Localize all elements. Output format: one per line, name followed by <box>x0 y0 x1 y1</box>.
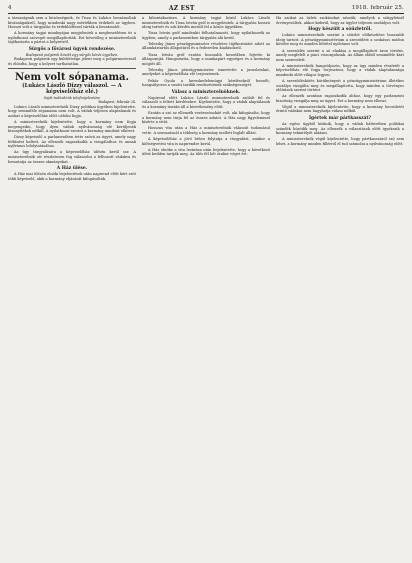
divider <box>8 68 136 69</box>
paragraph: Teleszky János pénzügyminiszter ismertette a javaslatokat, amelyeket a képviselőház elé terjesztenek. <box>142 67 270 77</box>
paragraph: Napirend előtt Lukács László miniszterelnök szólalt fel és válaszolt a feltett kérdésekre. Kijelentette, hogy a vádak alaptalanok és a kormány tisztán áll a közvélemény előtt. <box>142 95 270 109</box>
article-headline: Nem volt sópanama. <box>14 71 129 83</box>
columns <box>8 16 404 557</box>
paragraph: a kibontakozásra. A kormány tagjai közül Lukács László miniszterelnök és Tisza István gróf is megjelentek. A tárgyalás hosszú ideig tartott és sok kérdés merült fel a közös ügyekben. <box>142 16 270 30</box>
paragraph: Tisza István gróf mindenkit felhatalmazott, hogy nyilatkozzék az ügyben, amely a parlamentben tárgyalás alá kerül. <box>142 31 270 40</box>
paragraph: A Ház mai ülésén elnöki bejelentések után napirend előtt kért szót több képviselő, akik a kormány eljárását kifogásolták. <box>8 172 136 181</box>
paragraph: Végül a miniszterelnök kijelentette, hogy a kormány becsületét érintő vádakat nem hagyhatja válasz nélkül. <box>276 104 404 114</box>
paragraph: A szerződéskötés körülményeit a pénzügyminisztérium illetékes osztálya vizsgálta meg és megállapította, hogy minden a törvényes előírások szerint történt. <box>276 78 404 93</box>
issue-date: 1918. február 25. <box>351 5 404 11</box>
paragraph: Az egész ügyből kitűnik, hogy a vádak hátterében politikai szándék húzódik meg. Az ellenzék a választások előtt igyekszik a kormány tekintélyét aláásni. <box>276 122 404 136</box>
paragraph: A miniszterelnök hangsúlyozta, hogy az ügy minden részletét a képviselőház elé fogja terjeszteni, hogy a vádak alaptalansága mindenki előtt világos legyen. <box>276 63 404 77</box>
page-number: 4 <box>8 5 12 11</box>
column-2 <box>142 16 270 557</box>
section-heading: Sürgős a fővárosi ügyek rendezése. <box>28 46 116 52</box>
paragraph: Az ellenzék azonban ragaszkodik ahhoz, hogy egy parlamenti bizottság vizsgálja meg az ügyet. Ezt a kormány nem ellenzi. <box>276 94 404 103</box>
section-heading: Válasz a miniszterelnöknek. <box>171 89 241 95</box>
paragraph: Hosszas vita után a Ház a miniszterelnök válaszát tudomásul vette. A szavazásnál a többség a kormány mellett foglalt állást. <box>142 126 270 135</box>
paragraph: A képviselőház a jövő héten folytatja a tárgyalást, amikor a költségvetési vita is napirendre kerül. <box>142 136 270 146</box>
paragraph: A miniszterelnök végül kijelentette, hogy pártkasszáról szó sem lehet, a kormány minden fillérről el tud számolni a nyilvánosság előtt. <box>276 137 404 146</box>
column-1 <box>8 16 136 557</box>
paragraph: Ezután a szó az ellenzék vezérszónokáé volt, aki kifogásolta, hogy a kormány nem tárja fel az összes adatot. A Ház nagy figyelemmel kísérte a vitát. <box>142 111 270 125</box>
paragraph: Ha azokat az üzleti szokásokat nézzük, amelyek a sóügyletnél érvényesültek, akkor kiderül, hogy az ügylet teljesen szabályos volt. <box>276 16 404 25</box>
paragraph: Dizzy képviselő a parlamentben tette szóvá az ügyet, amely nagy feltűnést keltett. Az ellenzék ragaszkodik a vizsgálathoz és annak nyilvános lefolytatásához. <box>8 135 136 149</box>
paragraph: Az ügy tárgyalására a képviselőház ülésén kerül sor. A miniszterelnök ott részletesen fog válaszolni a felhozott vádakra és bemutatja az összes okmányokat. <box>8 150 136 164</box>
paragraph: Lukács miniszterelnök szerint a sóüzlet előkészítése hosszabb ideig tartott. A pénzügyminisztérium a szerződést a szokásos módon kötötte meg és minden feltétel nyilvános volt. <box>276 33 404 47</box>
section-heading: Ígértek már pártkasszát? <box>309 116 371 121</box>
paragraph: A szerződés szerint a só eladása a megállapított áron történt, amely megfelelt a piaci viszonyoknak. Az állam ebből semmiféle kárt nem szenvedett. <box>276 48 404 62</box>
paragraph: Pekár Gyula a kereskedelemügyi kérdésekről beszélt, hangsúlyozva a vasúti tarifák rendezésének szükségességét. <box>142 78 270 88</box>
paragraph: Lukács László miniszterelnök Dizzy politikai ügyében kijelentette, hogy semmiféle sópanama nem volt. A vádak teljesen alaptalanok és azokat a képviselőház előtt cáfolni fogja. <box>8 104 136 118</box>
section-heading: A Ház ülése. <box>56 166 88 172</box>
page-header <box>8 3 404 14</box>
paragraph: A Ház elnöke a vita lezárása után bejelentette, hogy a következő ülést kedden tartják meg. Az ülés fél hét órakor véget ért. <box>142 147 270 157</box>
paragraph: Budapesti polgárok egy küldöttsége jelent meg a polgármesternél és előadta, hogy a helyzet tarthatatlan. <box>8 57 136 66</box>
newspaper-title: AZ EST <box>168 4 195 12</box>
paragraph: Tisza István gróf ezután hosszabb beszédben fejtette ki álláspontját. Hangoztatta, hogy a munkapárt egységes és a kormány mögött áll. <box>142 52 270 66</box>
paragraph: a társaságnak sem a közönségnek, és Tisza és Lukács beszámoltak kívánságaikról, hogy mindenki nagy mértékben érdekelt az ügyben. Hosszú volt a tárgyalás és érdeklődéssel várták a beszámolót. <box>8 16 136 30</box>
paragraph: Teleszky János pénzügyminiszter részletes tájékoztatást adott az államháztartás állapotáról és a fedezetlen kiadásokról. <box>142 41 270 51</box>
section-heading: Hogy készült a sóüzletről. <box>308 27 372 33</box>
column-3 <box>276 16 404 557</box>
paragraph: A kormány tagjai mindnyájan megjelentek a megbeszélésen és a nyilatkozat szövegét megállapították. Ezt követőleg a miniszterelnök tájékoztatta a pártot a helyzetről. <box>8 31 136 45</box>
byline: Saját tudósítónk telefonjelentése <box>43 95 101 100</box>
dateline: Budapest, február 24. <box>98 99 136 104</box>
paragraph: A miniszterelnök kijelentette, hogy a kormány nem fogja megengedni, hogy ilyen vádak nyilvánosság elé kerüljenek bizonyítékok nélkül. A nyilatkozat szerint a kormány mindent elkövet. <box>8 119 136 134</box>
section-subheading: Budapesti polgárok között egy sürgős kérés ügyében. <box>25 53 119 58</box>
article-subheadline: (Lukács László Dizzy válaszol. — A képviselőház elé.) <box>22 82 122 95</box>
